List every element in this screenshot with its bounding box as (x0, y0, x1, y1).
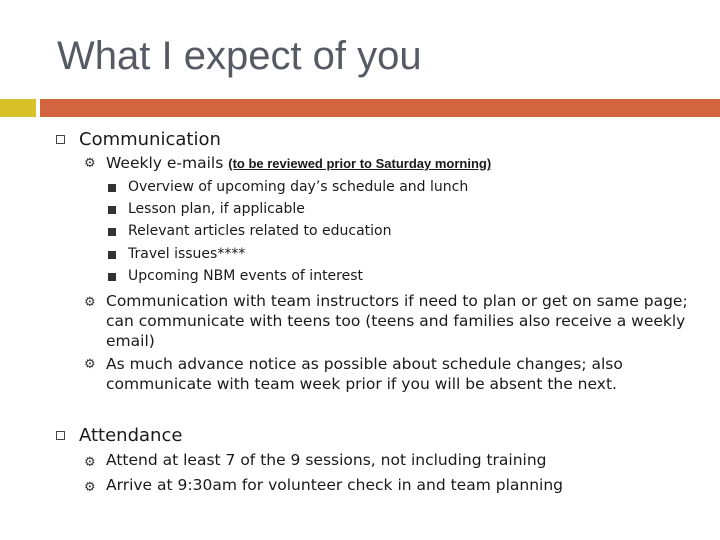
gear-bullet-icon: ⚙ (84, 295, 96, 310)
email-item: Overview of upcoming day’s schedule and lunch (128, 179, 469, 195)
email-item: Relevant articles related to education (128, 223, 392, 239)
advance-notice-point: As much advance notice as possible about schedule changes; also communicate with team week prior if you will be absent the next. (106, 355, 623, 393)
title-accent-red (40, 99, 720, 117)
gear-bullet-icon: ⚙ (84, 455, 96, 470)
filled-square-bullet-icon (108, 206, 116, 214)
email-item: Lesson plan, if applicable (128, 201, 305, 217)
filled-square-bullet-icon (108, 273, 116, 281)
gear-bullet-icon: ⚙ (84, 357, 96, 372)
email-item: Upcoming NBM events of interest (128, 268, 364, 284)
attendance-item: Arrive at 9:30am for volunteer check in and team planning (106, 476, 564, 494)
filled-square-bullet-icon (108, 251, 116, 259)
attendance-item: Attend at least 7 of the 9 sessions, not including training (106, 451, 547, 469)
slide-title: What I expect of you (57, 34, 422, 78)
hollow-square-bullet-icon (56, 135, 65, 144)
weekly-emails-note: (to be reviewed prior to Saturday morning) (228, 156, 492, 171)
weekly-emails-label: Weekly e-mails (106, 154, 224, 172)
title-accent-gold (0, 99, 36, 117)
gear-bullet-icon: ⚙ (84, 480, 96, 495)
hollow-square-bullet-icon (56, 431, 65, 440)
weekly-emails-line (106, 154, 491, 172)
email-item: Travel issues**** (128, 246, 246, 262)
section-communication: Communication (79, 129, 221, 150)
team-instructors-point: Communication with team instructors if need to plan or get on same page; can communicate with teens too (teens and families also receive a weekly email) (106, 292, 688, 350)
gear-bullet-icon: ⚙ (84, 156, 96, 171)
filled-square-bullet-icon (108, 184, 116, 192)
filled-square-bullet-icon (108, 228, 116, 236)
section-attendance: Attendance (79, 425, 183, 446)
